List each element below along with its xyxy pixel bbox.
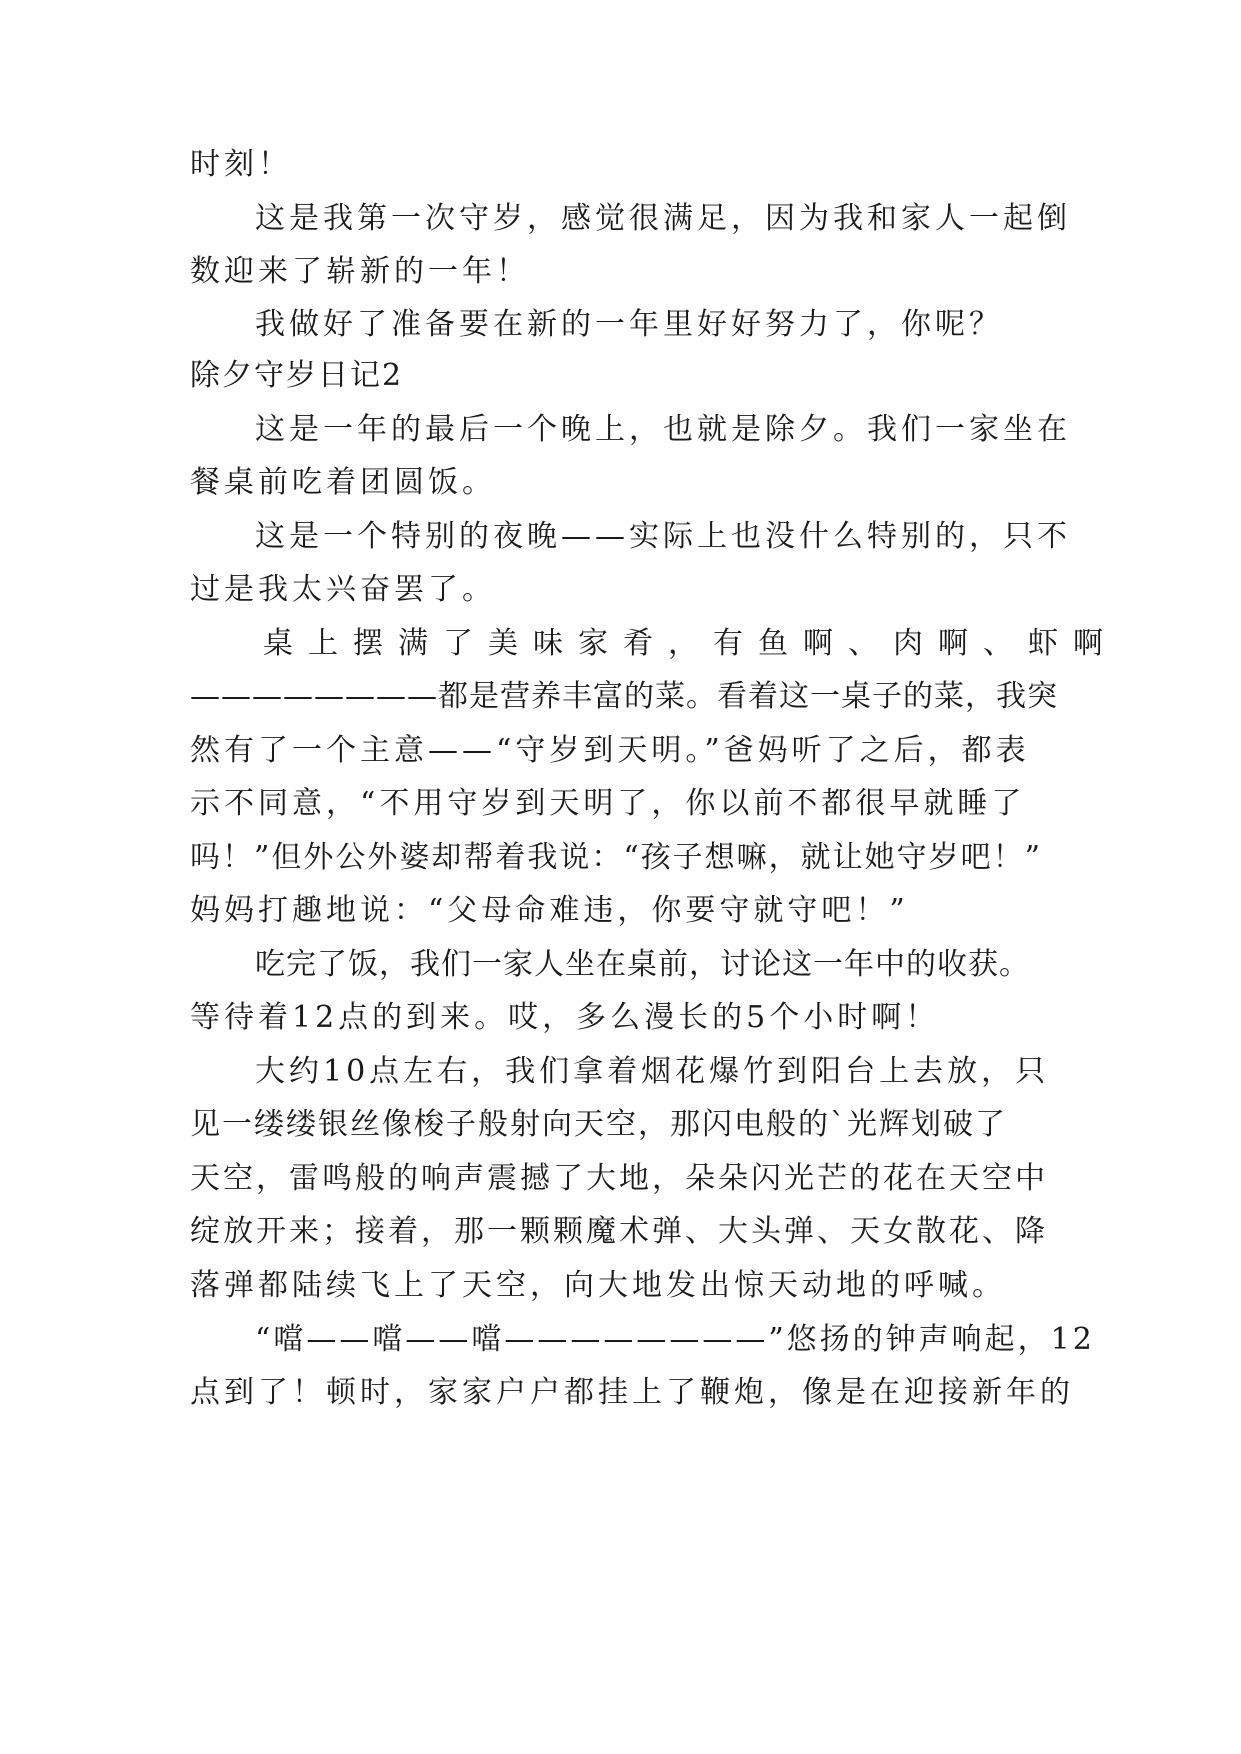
text-line: 这是我第一次守岁，感觉很满足，因为我和家人一起倒	[255, 201, 1071, 236]
section-heading: 除夕守岁日记2	[190, 358, 404, 393]
text-line: 大约10点左右，我们拿着烟花爆竹到阳台上去放，只	[255, 1054, 1050, 1089]
text-line: 我做好了准备要在新的一年里好好努力了，你呢？	[255, 307, 1003, 342]
text-line: 吃完了饭，我们一家人坐在桌前，讨论这一年中的收获。	[255, 947, 1030, 982]
text-line: 落弹都陆续飞上了天空，向大地发出惊天动地的呼喊。	[190, 1268, 1006, 1303]
text-line: 绽放开来；接着，那一颗颗魔术弹、大头弹、天女散花、降	[190, 1214, 1048, 1249]
text-line: 然有了一个主意——“守岁到天明。”爸妈听了之后，都表	[190, 733, 1030, 768]
text-line: 这是一年的最后一个晚上，也就是除夕。我们一家坐在	[255, 412, 1071, 447]
text-line: 这是一个特别的夜晚——实际上也没什么特别的，只不	[255, 519, 1071, 554]
text-line: 示不同意，“不用守岁到天明了，你以前不都很早就睡了	[190, 786, 1026, 821]
text-line: 过是我太兴奋罢了。	[190, 572, 496, 607]
text-line: 餐桌前吃着团圆饭。	[190, 465, 496, 500]
text-line: 天空，雷鸣般的响声震撼了大地，朵朵闪光芒的花在天空中	[190, 1161, 1048, 1196]
text-line: 等待着12点的到来。哎，多么漫长的5个小时啊！	[190, 1000, 940, 1035]
text-line: 吗！”但外公外婆却帮着我说：“孩子想嘛，就让她守岁吧！”	[190, 840, 1043, 875]
text-line: 点到了！顿时，家家户户都挂上了鞭炮，像是在迎接新年的	[190, 1375, 1074, 1410]
text-line: ————————都是营养丰富的菜。看着这一桌子的菜，我突	[190, 679, 1058, 714]
text-line: “噹——噹——噹————————”悠扬的钟声响起，12	[255, 1322, 1095, 1357]
text-line: 桌上摆满了美味家肴，有鱼啊、肉啊、虾啊	[263, 626, 1118, 661]
text-line: 见一缕缕银丝像梭子般射向天空，那闪电般的`光辉划破了	[190, 1107, 1007, 1142]
text-line: 妈妈打趣地说：“父母命难违，你要守就守吧！”	[190, 893, 909, 928]
text-line: 数迎来了崭新的一年！	[190, 254, 530, 289]
text-line: 时刻！	[190, 147, 292, 182]
